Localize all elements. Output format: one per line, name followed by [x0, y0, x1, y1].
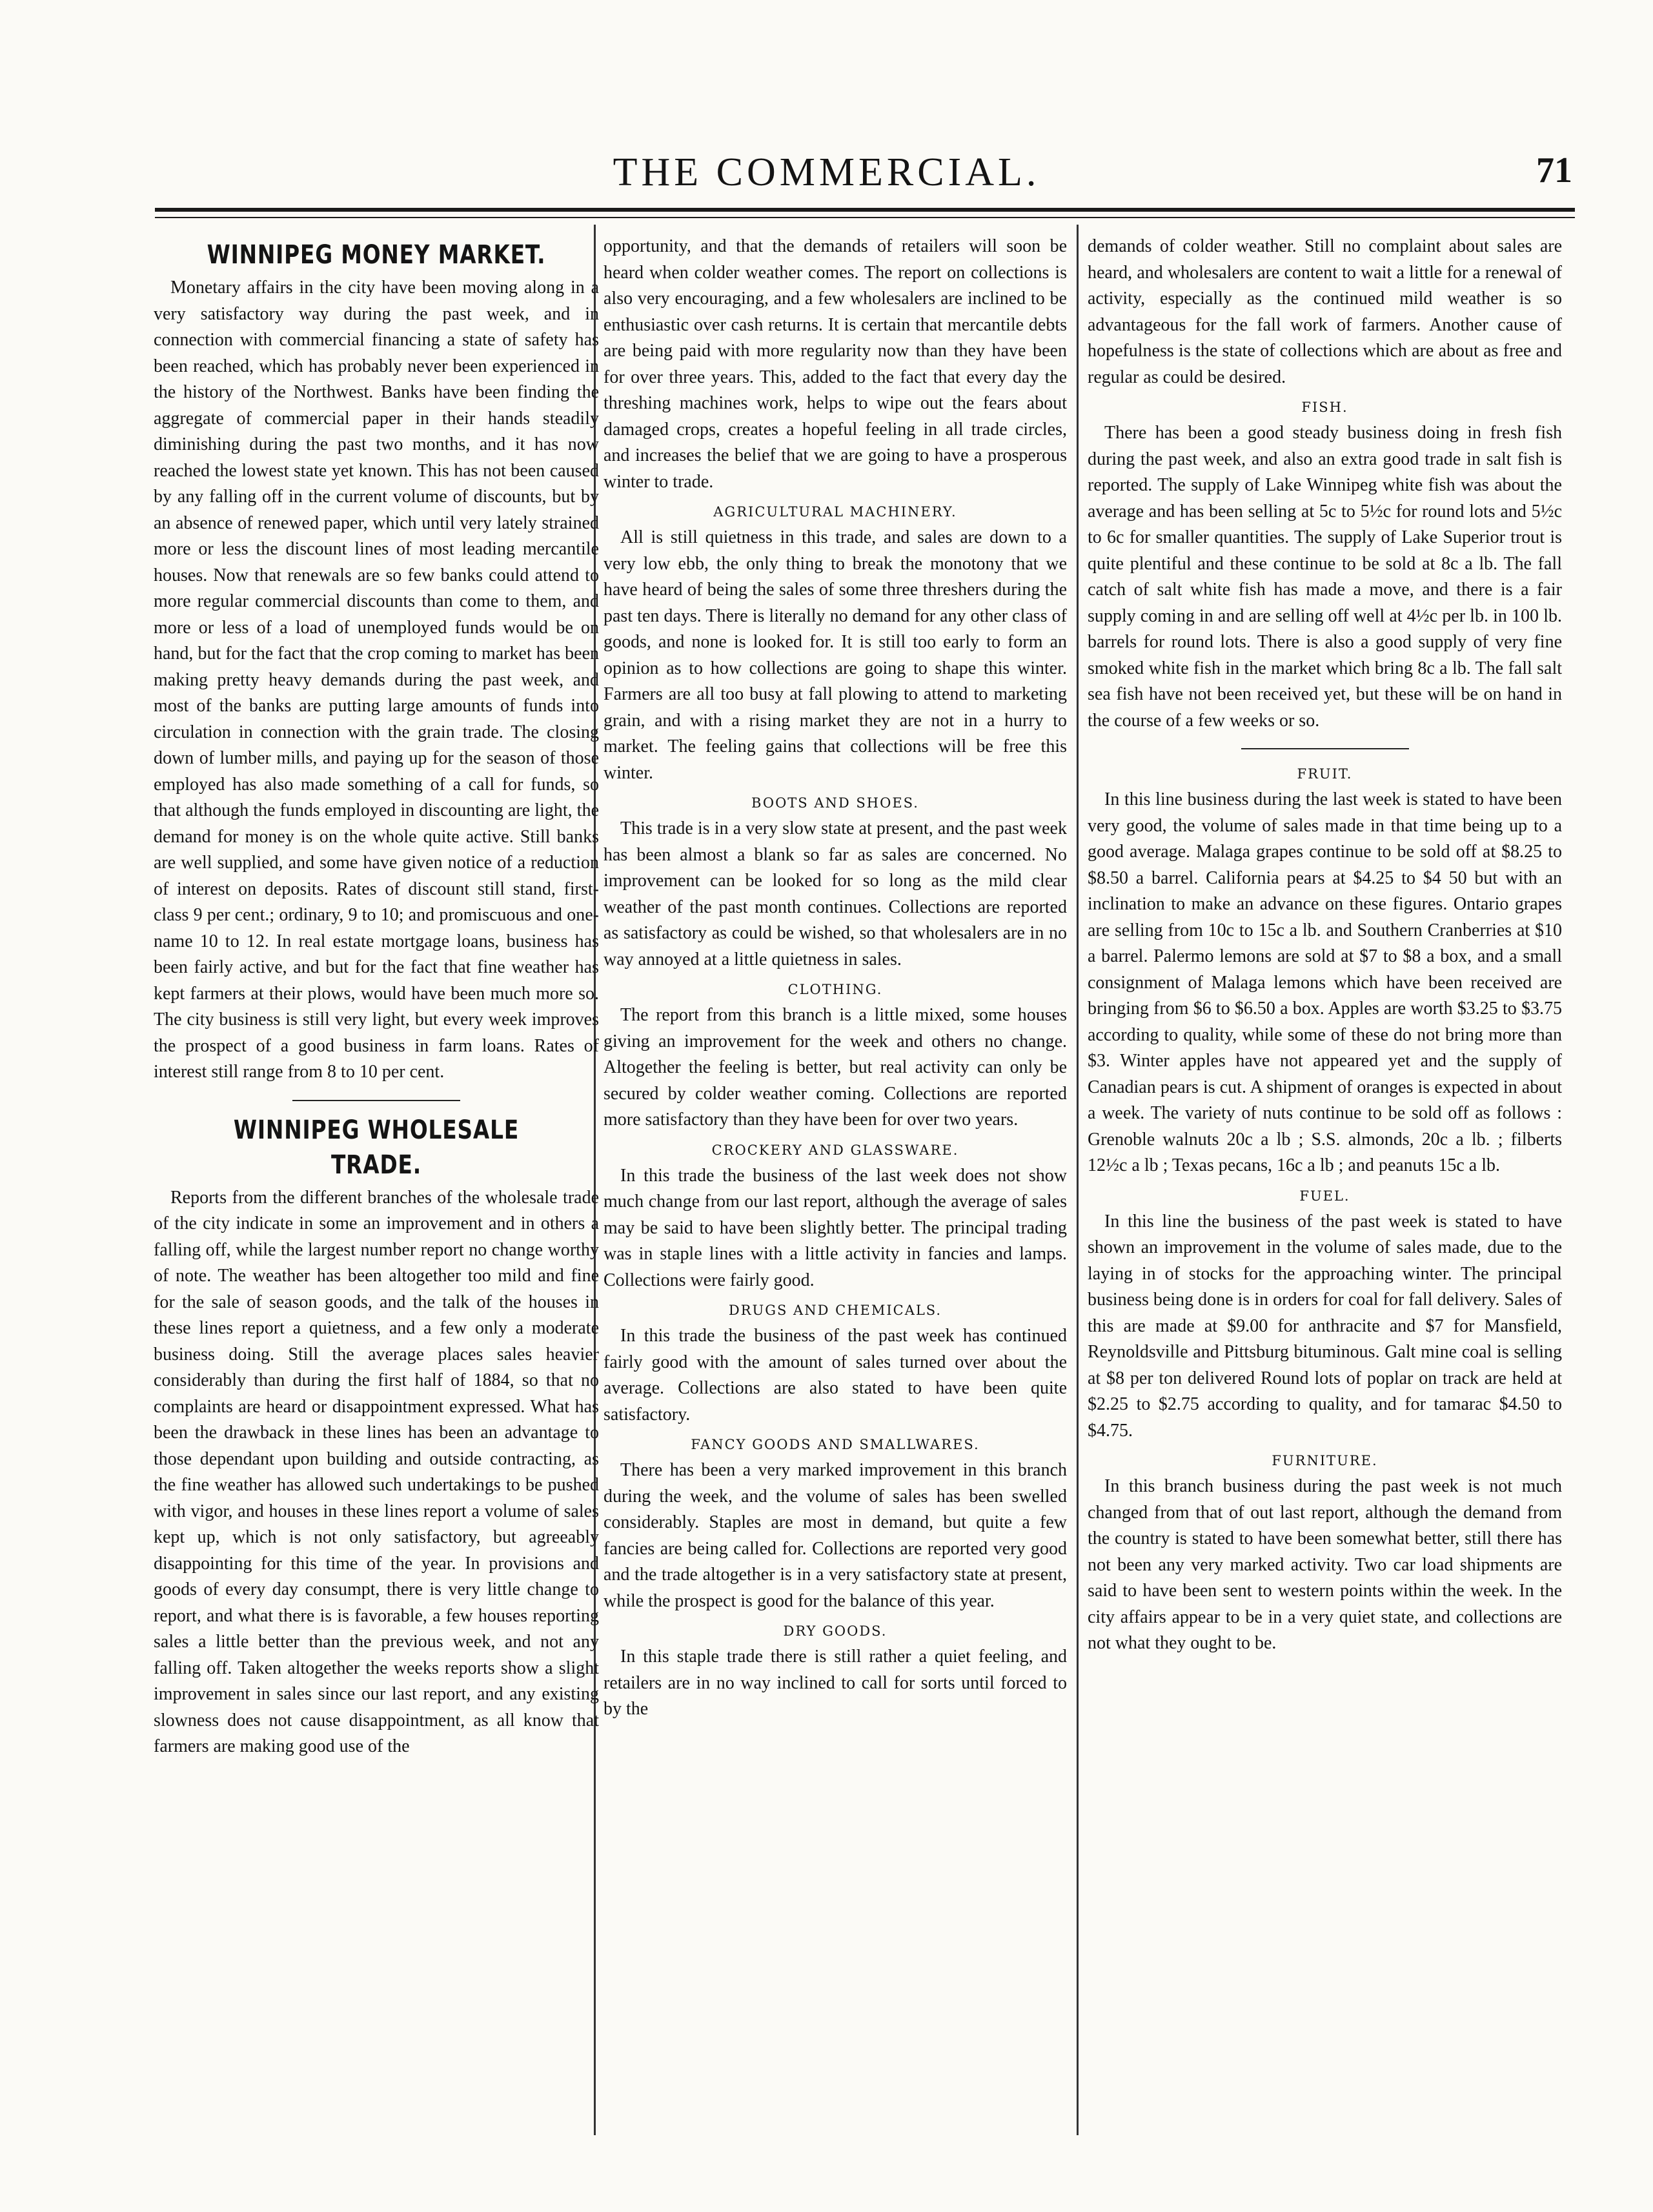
column-1 [154, 234, 599, 2144]
subhead-drugs-and-chemicals: DRUGS AND CHEMICALS. [728, 1303, 942, 1318]
page-number: 71 [1536, 150, 1572, 190]
subhead-clothing: CLOTHING. [787, 982, 883, 997]
article-title-money-market: WINNIPEG MONEY MARKET. [207, 240, 546, 270]
article-body-continued: demands of colder weather. Still no complaint about sales are heard, and wholesalers are content to wait a little for a renewal of activity, especially as the continued mild weather is so advantageous for the fall work of farmers. Another cause of hopefulness is the state of collections which are about as free and regular as could be desired. [1088, 236, 1562, 387]
article-body-money-market: Monetary affairs in the city have been moving along in a very satisfactory way during the past week, and in connection with commercial financing a state of safety has been reached, which has probably never been experienced in the history of the Northwest. Banks have been finding the aggregate of commercial paper in their hands steadily diminishing during the past two months, and it has now reached the lowest state yet known. This has not been caused by any falling off in the current volume of discounts, but by an absence of renewed paper, which until very lately strained more or less the discount lines of most leading mercantile houses. Now that renewals are so few banks could attend to more regular commercial discounts than come to them, and more or less of a load of unemployed funds would be on hand, but for the fact that the crop coming to market has been making pretty heavy demands during the past week, and most of the banks are putting large amounts of funds into circulation in connection with the grain trade. The closing down of lumber mills, and paying up for the season of those employed has also made something of a call for funds, so that although the funds employed in discounting are light, the demand for money is on the whole quite active. Still banks are well supplied, and some have given notice of a reduction of interest on deposits. Rates of discount still stand, first-class 9 per cent.; ordinary, 9 to 10; and promiscuous and one-name 10 to 12. In real estate mortgage loans, business has been fairly active, and but for the fact that fine weather has kept farmers at their plows, would have been much more so. The city business is still very light, but every week improves the prospect of a good business in farm loans. Rates of interest still range from 8 to 10 per cent. [154, 278, 599, 1082]
section-text-dry-goods: In this staple trade there is still rather a quiet feeling, and retailers are in no way inclined to call for sorts until forced to by the [603, 1647, 1067, 1719]
column-2 [603, 234, 1067, 2144]
subhead-fancy-goods: FANCY GOODS AND SMALLWARES. [691, 1437, 980, 1452]
subhead-dry-goods: DRY GOODS. [783, 1623, 887, 1639]
header-rule-thin [155, 217, 1575, 218]
subhead-agricultural-machinery: AGRICULTURAL MACHINERY. [713, 504, 957, 520]
article-title-wholesale-trade: WINNIPEG WHOLESALE TRADE. [233, 1115, 520, 1180]
article-body-continued: opportunity, and that the demands of retailers will soon be heard when colder weather comes. The report on collections is also very encouraging, and a few wholesalers are inclined to be enthusiastic over cash returns. It is certain that mercantile debts are being paid with more regularity now than they have been for over three years. This, added to the fact that every day the threshing machines work, helps to wipe out the fears about damaged crops, creates a hopeful feeling in all trade circles, and increases the belief that we are going to have a prosperous winter to trade. [603, 236, 1067, 492]
subhead-fish: FISH. [1301, 400, 1348, 415]
subhead-crockery-and-glassware: CROCKERY AND GLASSWARE. [711, 1142, 959, 1158]
section-text-fruit: In this line business during the last week is stated to have been very good, the volume of sales made in that time being up to a good average. Malaga grapes continue to be sold off at $8.25 to $8.50 a barrel. California pears at $4.25 to $4 50 but with an inclination to make an advance on these figures. Ontario grapes are selling from 10c to 15c a lb. and Southern Cranberries at $10 a barrel. Palermo lemons are sold at $7 to $8 a box, and a small consignment of Malaga lemons which have been received are bringing from $6 to $6.50 a box. Apples are worth $3.25 to $3.75 according to quality, while some of these do not bring more than $3. Winter apples have not appeared yet and the supply of Canadian pears is cut. A shipment of oranges is expected in about a week. The variety of nuts continue to be sold off as follows : Grenoble walnuts 20c a lb ; S.S. almonds, 20c a lb. ; filberts 12½c a lb ; Texas pecans, 16c a lb ; and peanuts 15c a lb. [1088, 789, 1562, 1175]
article-separator [292, 1100, 460, 1101]
subhead-boots-and-shoes: BOOTS AND SHOES. [751, 795, 919, 811]
section-separator [1241, 748, 1409, 749]
article-body-wholesale-trade: Reports from the different branches of the wholesale trade of the city indicate in some an improvement and in others a falling off, while the largest number report no change worthy of note. The weather has been altogether too mild and fine for the sale of season goods, and the talk of the houses in these lines report a quietness, and a few only a moderate business doing. Still the average places sales heavier considerably than during the first half of 1884, so that no complaints are heard or disappointment expressed. What has been the drawback in these lines has been an advantage to those dependant upon building and outside contracting, as the fine weather has allowed such undertakings to be pushed with vigor, and houses in these lines report a volume of sales kept up, which is not only satisfactory, but agreeably disappointing for this time of the year. In provisions and goods of every day consumpt, there is very little change to report, and what there is is favorable, a few houses reporting sales a little better than the previous week, and not any falling off. Taken altogether the weeks reports show a slight improvement in sales since our last report, and any existing slowness does not cause disappointment, as all know that farmers are making good use of the [154, 1187, 599, 1756]
header-rule [155, 208, 1575, 212]
section-text-crockery-and-glassware: In this trade the business of the last week does not show much change from our last report, although the average of sales may be said to have been slightly better. The principal trading was in staple lines with a little activity in fancies and lamps. Collections were fairly good. [603, 1165, 1067, 1290]
section-text-drugs-and-chemicals: In this trade the business of the past week has continued fairly good with the amount of sales turned over about the average. Collections are also stated to have been quite satisfactory. [603, 1326, 1067, 1425]
section-text-fuel: In this line the business of the past week is stated to have shown an improvement in the volume of sales made, due to the laying in of stocks for the approaching winter. The principal business being done is in orders for coal for fall delivery. Sales of this are made at $9.00 for anthracite and $7 for Mansfield, Reynoldsville and Pittsburg bituminous. Galt mine coal is selling at $8 per ton delivered Round lots of poplar on track are held at $2.25 to $2.75 according to quality, and for tamarac $4.50 to $4.75. [1088, 1211, 1562, 1441]
section-text-furniture: In this branch business during the past week is not much changed from that of out last report, although the demand from the country is stated to have been somewhat better, still there has not been any very marked activity. Two car load shipments are said to have been sent to western points within the week. In the city affairs appear to be in a very quiet state, and collections are not what they ought to be. [1088, 1476, 1562, 1653]
subhead-furniture: FURNITURE. [1272, 1453, 1378, 1468]
subhead-fuel: FUEL. [1299, 1188, 1350, 1204]
column-3 [1088, 234, 1562, 2144]
section-text-agricultural-machinery: All is still quietness in this trade, and sales are down to a very low ebb, the only thing to break the monotony that we have heard of being the sales of some three threshers during the past ten days. There is literally no demand for any other class of goods, and none is looked for. It is still too early to form an opinion as to how collections are going to shape this winter. Farmers are all too busy at fall plowing to attend to marketing grain, and with a rising market they are not in a hurry to market. The feeling gains that collections will be free this winter. [603, 527, 1067, 783]
section-text-fish: There has been a good steady business doing in fresh fish during the past week, and also an extra good trade in salt fish is reported. The supply of Lake Winnipeg white fish was about the average and has been selling at 5c to 5½c for round lots and 5½c to 6c for smaller quantities. The supply of Lake Superior trout is quite plentiful and these continue to be sold at 8c a lb. The fall catch of salt white fish has made a move, and there is a fair supply coming in and are selling off well at 4½c per lb. in 100 lb. barrels for round lots. There is also a good supply of very fine smoked white fish in the market which bring 8c a lb. The fall salt sea fish have not been received yet, but these will be on hand in the course of a few weeks or so. [1088, 423, 1562, 731]
section-text-clothing: The report from this branch is a little mixed, some houses giving an improvement for the week and others no change. Altogether the feeling is better, but real activity can only be secured by colder weather coming. Collections are reported more satisfactory than they have been for over two years. [603, 1005, 1067, 1130]
column-divider-2 [1077, 225, 1079, 2135]
section-text-boots-and-shoes: This trade is in a very slow state at present, and the past week has been almost a blank so far as sales are concerned. No improvement can be looked for so long as the mild clear weather of the past month continues. Collections are reported as satisfactory as could be wished, so that wholesalers are in no way annoyed at a little quietness in sales. [603, 818, 1067, 969]
header-title: THE COMMERCIAL. [613, 150, 1040, 194]
section-text-fancy-goods: There has been a very marked improvement in this branch during the week, and the volume of sales has been swelled considerably. Staples are most in demand, but quite a few fancies are being called for. Collections are reported very good and the trade altogether is in a very satisfactory state at present, while the prospect is good for the balance of this year. [603, 1460, 1067, 1611]
subhead-fruit: FRUIT. [1297, 766, 1353, 782]
